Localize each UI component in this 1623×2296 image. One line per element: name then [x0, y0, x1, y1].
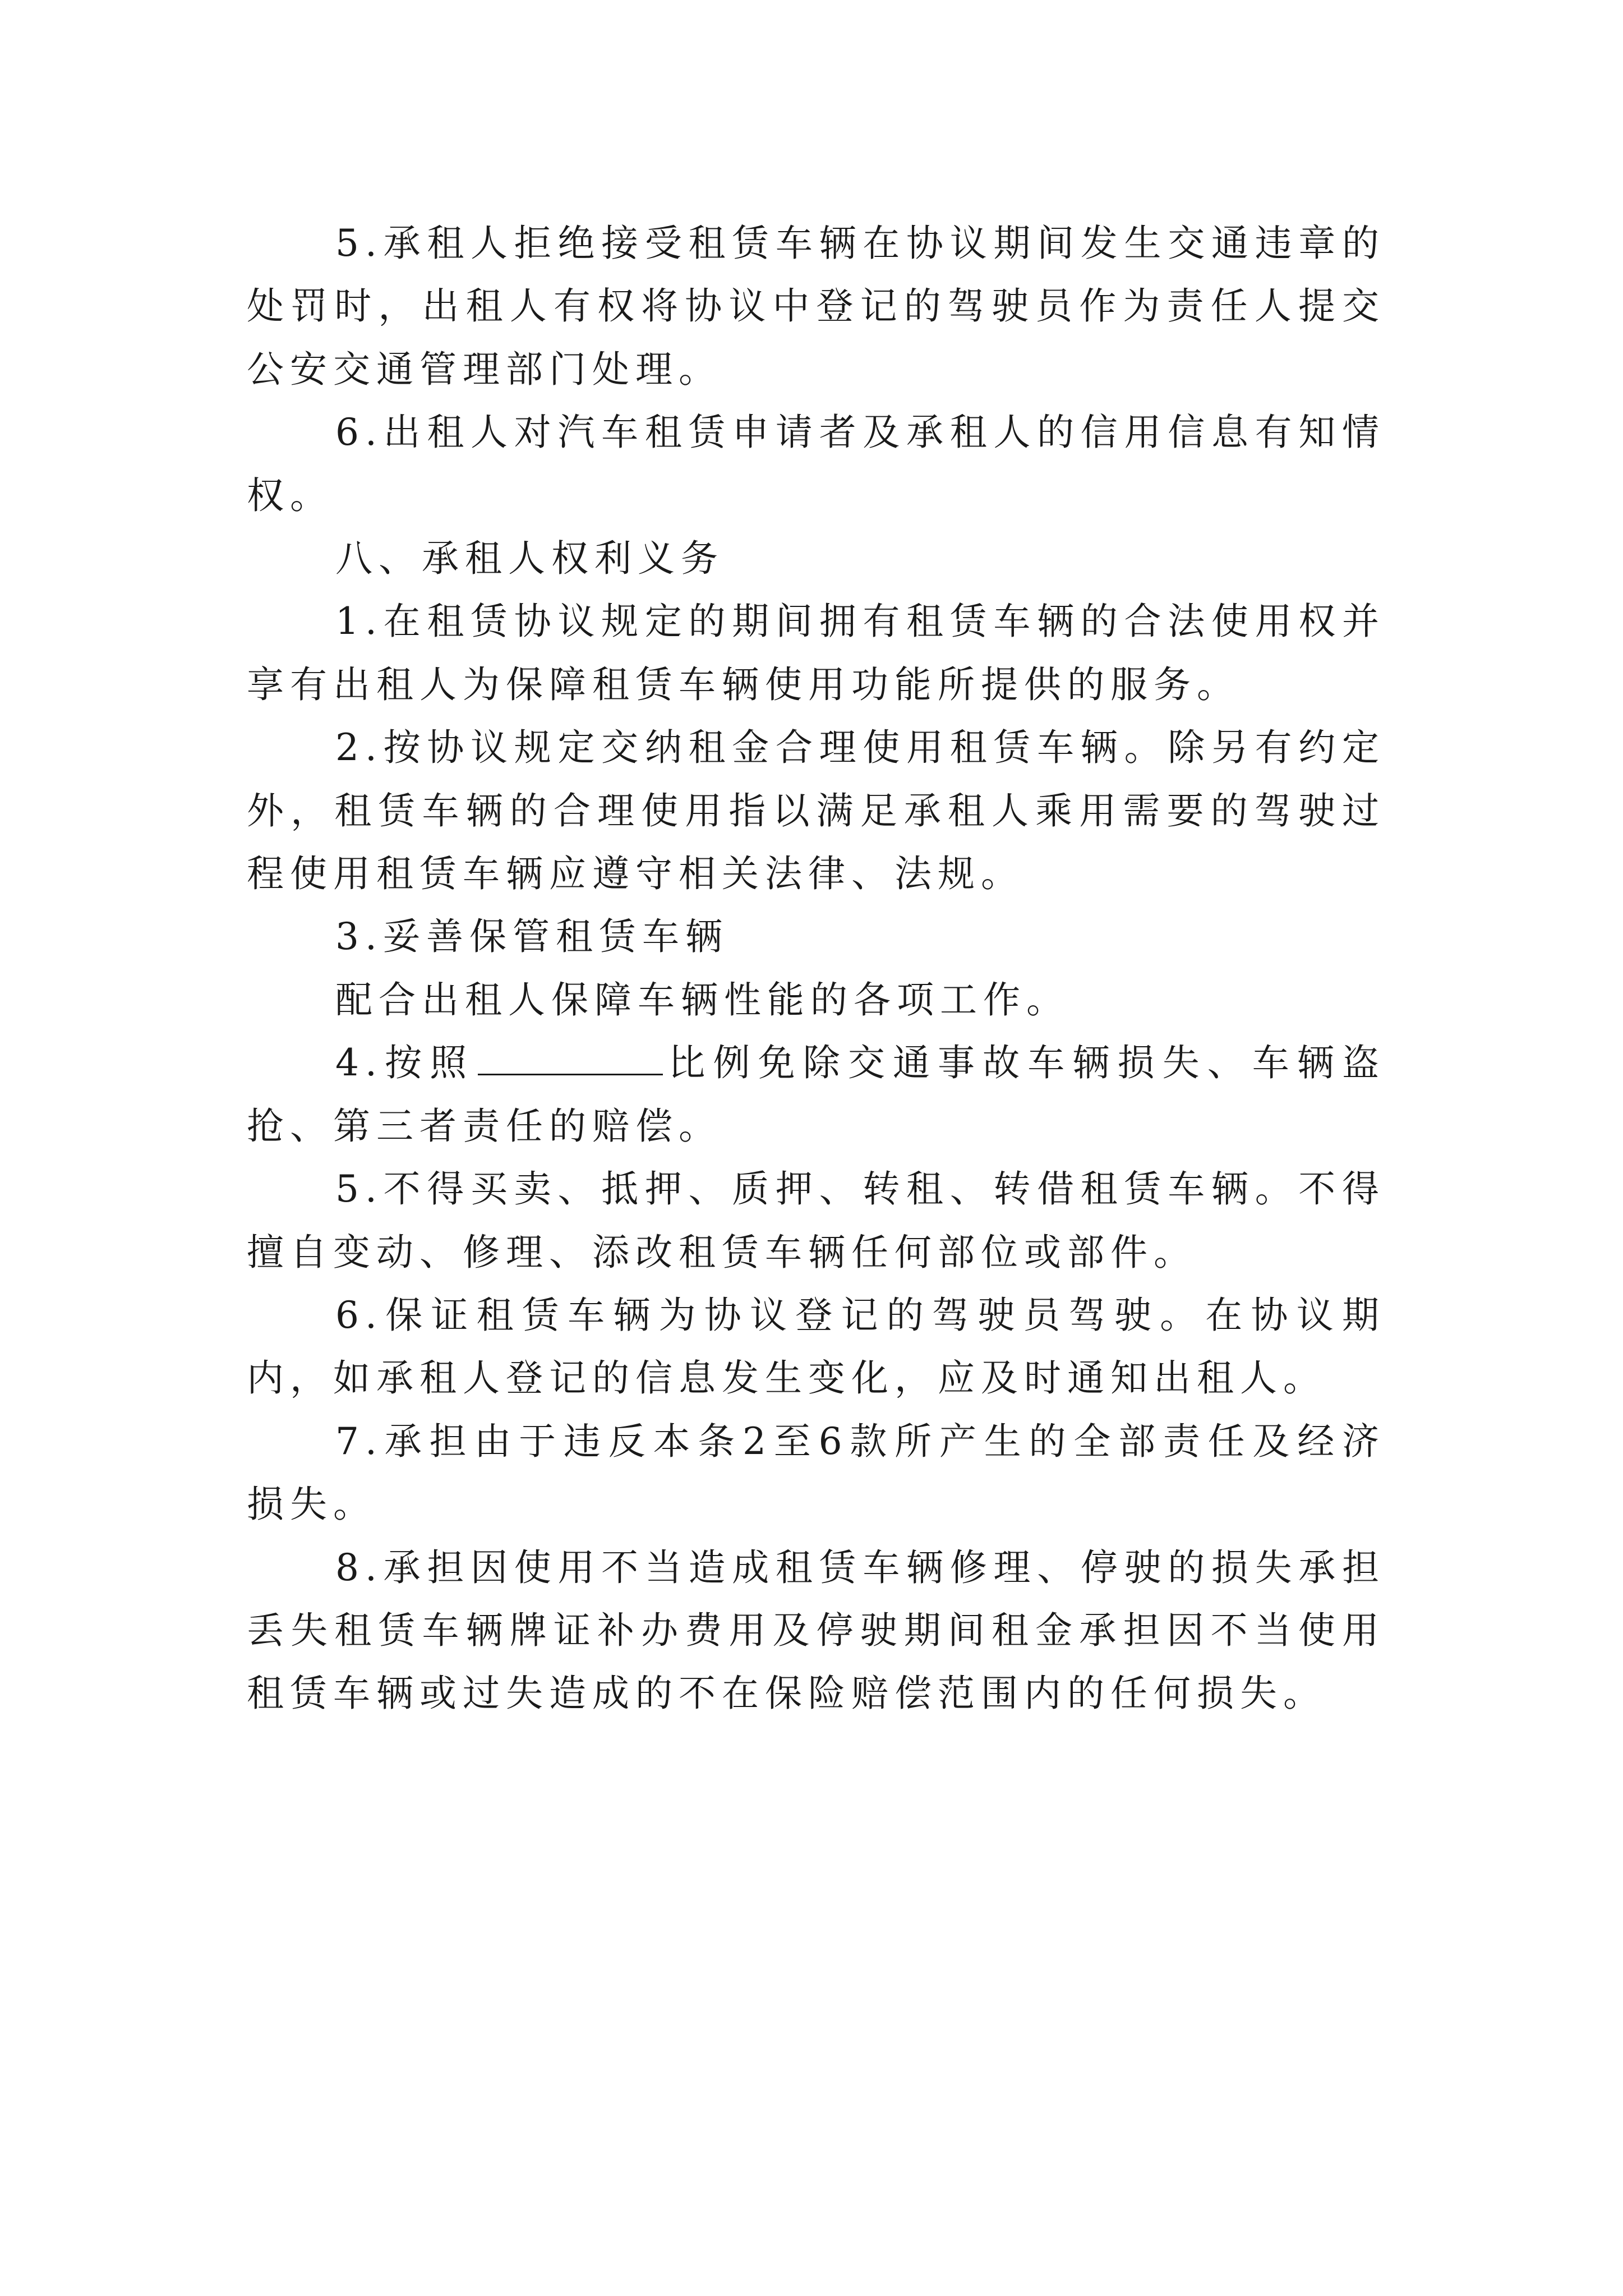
paragraph-lessee-clause-5: 5.不得买卖、抵押、质押、转租、转借租赁车辆。不得擅自变动、修理、添改租赁车辆任何部位或部件。: [247, 1167, 1385, 1274]
paragraph-lessor-clause-6: 6.出租人对汽车租赁申请者及承租人的信用信息有知情权。: [247, 411, 1385, 517]
paragraph-lessee-clause-8: 8.承担因使用不当造成租赁车辆修理、停驶的损失承担丢失租赁车辆牌证补办费用及停驶期间租金承担因不当使用租赁车辆或过失造成的不在保险赔偿范围内的任何损失。: [247, 1545, 1385, 1715]
fill-in-blank-ratio: [478, 1039, 663, 1075]
paragraph-lessee-clause-6: 6.保证租赁车辆为协议登记的驾驶员驾驶。在协议期内，如承租人登记的信息发生变化，应及时通知出租人。: [247, 1293, 1385, 1400]
paragraph-lessee-clause-2: 2.按协议规定交纳租金合理使用租赁车辆。除另有约定外，租赁车辆的合理使用指以满足承租人乘用需要的驾驶过程使用租赁车辆应遵守相关法律、法规。: [247, 726, 1385, 896]
paragraph-lessee-clause-3: 3.妥善保管租赁车辆: [335, 915, 728, 959]
paragraph-lessee-clause-4: [247, 1032, 1385, 1158]
paragraph-lessee-clause-1: 1.在租赁协议规定的期间拥有租赁车辆的合法使用权并享有出租人为保障租赁车辆使用功能所提供的服务。: [247, 600, 1385, 706]
section-heading-lessee-rights: 八、承租人权利义务: [335, 537, 724, 581]
paragraph-lessor-clause-5: 5.承租人拒绝接受租赁车辆在协议期间发生交通违章的处罚时，出租人有权将协议中登记的驾驶员作为责任人提交公安交通管理部门处理。: [247, 222, 1385, 391]
clause-4-prefix: 4.按照: [335, 1041, 475, 1085]
document-body: [247, 212, 1385, 1726]
clause-4-suffix: 比例免除交通事故车辆损失、车辆盗抢、第三者责任的赔偿。: [247, 1041, 1385, 1148]
paragraph-lessee-clause-3-continued: 配合出租人保障车辆性能的各项工作。: [335, 978, 1069, 1022]
paragraph-lessee-clause-7: 7.承担由于违反本条2至6款所产生的全部责任及经济损失。: [247, 1419, 1385, 1526]
